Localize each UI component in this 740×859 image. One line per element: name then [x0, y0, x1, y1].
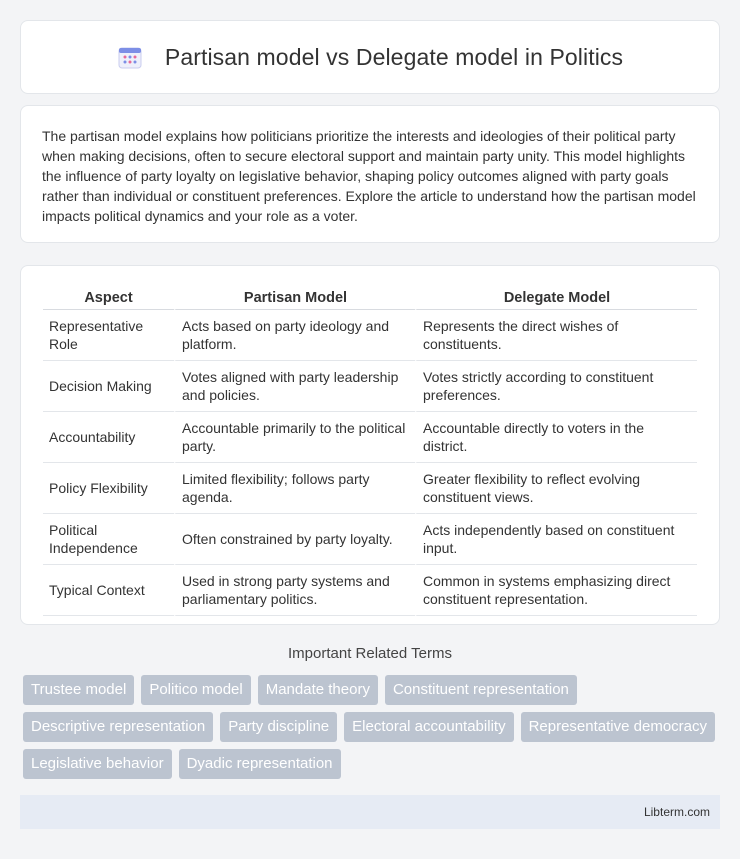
table-row [43, 412, 697, 463]
footer [20, 795, 720, 829]
row-aspect: Decision Making [43, 361, 174, 412]
row-aspect: Policy Flexibility [43, 463, 174, 514]
row-aspect: Accountability [43, 412, 174, 463]
row-aspect: Typical Context [43, 565, 174, 616]
related-terms-title: Important Related Terms [288, 645, 452, 662]
table-row [43, 310, 697, 361]
row-aspect: Representative Role [43, 310, 174, 361]
row-partisan: Often constrained by party loyalty. [174, 514, 415, 565]
row-delegate: Votes strictly according to constituent preferences. [415, 361, 697, 412]
tag-representative-democracy[interactable]: Representative democracy [521, 712, 715, 742]
row-delegate: Accountable directly to voters in the district. [415, 412, 697, 463]
page-title: Partisan model vs Delegate model in Politics [164, 43, 624, 70]
header-aspect: Aspect [43, 286, 174, 310]
related-terms-list [20, 675, 720, 779]
table-row [43, 463, 697, 514]
tag-dyadic-representation[interactable]: Dyadic representation [179, 749, 341, 779]
table-row [43, 361, 697, 412]
row-delegate: Greater flexibility to reflect evolving constituent views. [415, 463, 697, 514]
tag-politico-model[interactable]: Politico model [141, 675, 250, 705]
title-card [20, 20, 720, 94]
row-delegate: Common in systems emphasizing direct constituent representation. [415, 565, 697, 616]
calendar-grid-icon [117, 44, 143, 70]
row-aspect: Political Independence [43, 514, 174, 565]
tag-electoral-accountability[interactable]: Electoral accountability [344, 712, 513, 742]
comparison-table [43, 286, 697, 616]
row-delegate: Represents the direct wishes of constituents. [415, 310, 697, 361]
footer-site-link[interactable]: Libterm.com [643, 805, 710, 819]
intro-text: The partisan model explains how politicians prioritize the interests and ideologies of their political party when making decisions, often to secure electoral support and maintain party unity. This model highlights the influence of party loyalty on legislative behavior, shaping policy outcomes aligned with party goals rather than individual or constituent preferences. Explore the article to understand how the partisan model impacts political dynamics and your role as a voter. [42, 128, 696, 224]
row-partisan: Accountable primarily to the political party. [174, 412, 415, 463]
tag-mandate-theory[interactable]: Mandate theory [258, 675, 378, 705]
tag-constituent-representation[interactable]: Constituent representation [385, 675, 577, 705]
header-delegate: Delegate Model [415, 286, 697, 310]
table-header-row [43, 286, 697, 310]
header-partisan: Partisan Model [174, 286, 415, 310]
table-row [43, 514, 697, 565]
comparison-card [20, 265, 720, 625]
row-partisan: Limited flexibility; follows party agenda. [174, 463, 415, 514]
intro-card [20, 105, 720, 243]
tag-trustee-model[interactable]: Trustee model [23, 675, 134, 705]
row-partisan: Votes aligned with party leadership and policies. [174, 361, 415, 412]
row-partisan: Acts based on party ideology and platform. [174, 310, 415, 361]
row-delegate: Acts independently based on constituent input. [415, 514, 697, 565]
row-partisan: Used in strong party systems and parliamentary politics. [174, 565, 415, 616]
table-row [43, 565, 697, 616]
tag-descriptive-representation[interactable]: Descriptive representation [23, 712, 213, 742]
tag-legislative-behavior[interactable]: Legislative behavior [23, 749, 172, 779]
tag-party-discipline[interactable]: Party discipline [220, 712, 337, 742]
